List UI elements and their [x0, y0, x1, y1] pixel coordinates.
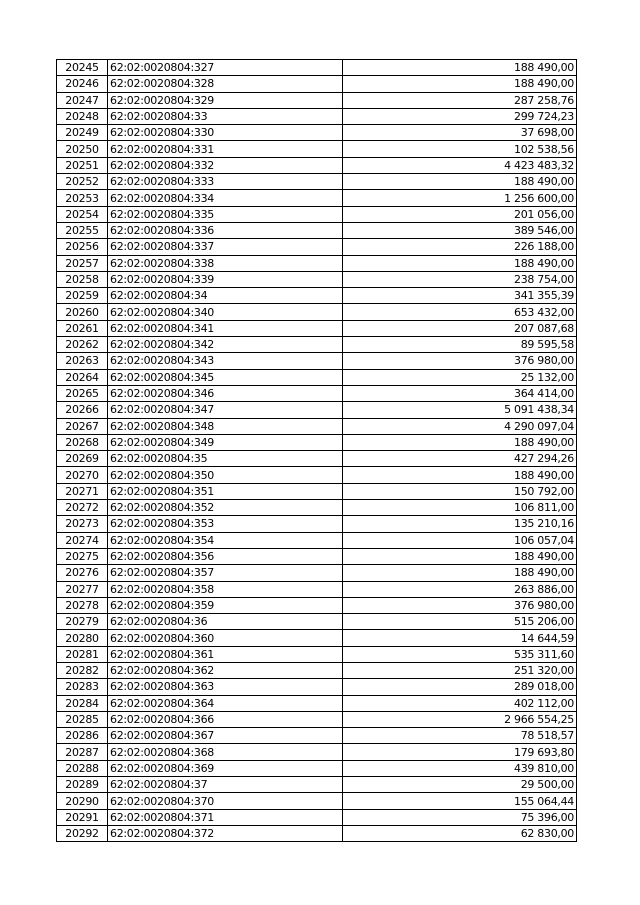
- table-row: [57, 711, 577, 727]
- table-row: [57, 222, 577, 238]
- cadastral-number-cell: 62:02:0020804:346: [108, 385, 343, 401]
- cadastral-value-cell: 376 980,00: [343, 353, 577, 369]
- cadastral-number-cell: 62:02:0020804:331: [108, 141, 343, 157]
- cadastral-number-cell: 62:02:0020804:350: [108, 467, 343, 483]
- row-number-cell: 20260: [57, 304, 108, 320]
- table-row: [57, 548, 577, 564]
- cadastral-number-cell: 62:02:0020804:349: [108, 434, 343, 450]
- row-number-cell: 20271: [57, 483, 108, 499]
- cadastral-number-cell: 62:02:0020804:367: [108, 728, 343, 744]
- row-number-cell: 20282: [57, 662, 108, 678]
- table-row: [57, 728, 577, 744]
- cadastral-number-cell: 62:02:0020804:335: [108, 206, 343, 222]
- cadastral-value-cell: 4 423 483,32: [343, 157, 577, 173]
- cadastral-value-cell: 78 518,57: [343, 728, 577, 744]
- table-row: [57, 320, 577, 336]
- table-row: [57, 157, 577, 173]
- cadastral-number-cell: 62:02:0020804:336: [108, 222, 343, 238]
- cadastral-value-cell: 263 886,00: [343, 581, 577, 597]
- cadastral-value-cell: 29 500,00: [343, 777, 577, 793]
- table-row: [57, 532, 577, 548]
- cadastral-number-cell: 62:02:0020804:348: [108, 418, 343, 434]
- row-number-cell: 20264: [57, 369, 108, 385]
- row-number-cell: 20258: [57, 271, 108, 287]
- row-number-cell: 20289: [57, 777, 108, 793]
- cadastral-number-cell: 62:02:0020804:361: [108, 646, 343, 662]
- row-number-cell: 20280: [57, 630, 108, 646]
- cadastral-value-cell: 439 810,00: [343, 760, 577, 776]
- row-number-cell: 20245: [57, 60, 108, 76]
- row-number-cell: 20272: [57, 500, 108, 516]
- cadastral-value-cell: 376 980,00: [343, 597, 577, 613]
- table-row: [57, 483, 577, 499]
- cadastral-number-cell: 62:02:0020804:334: [108, 190, 343, 206]
- table-row: [57, 744, 577, 760]
- cadastral-number-cell: 62:02:0020804:332: [108, 157, 343, 173]
- cadastral-number-cell: 62:02:0020804:330: [108, 125, 343, 141]
- cadastral-number-cell: 62:02:0020804:358: [108, 581, 343, 597]
- cadastral-number-cell: 62:02:0020804:341: [108, 320, 343, 336]
- cadastral-value-cell: 427 294,26: [343, 451, 577, 467]
- cadastral-number-cell: 62:02:0020804:370: [108, 793, 343, 809]
- cadastral-value-cell: 251 320,00: [343, 662, 577, 678]
- table-row: [57, 630, 577, 646]
- row-number-cell: 20259: [57, 288, 108, 304]
- cadastral-value-cell: 653 432,00: [343, 304, 577, 320]
- cadastral-value-table: [56, 59, 577, 842]
- cadastral-value-cell: 106 057,04: [343, 532, 577, 548]
- row-number-cell: 20283: [57, 679, 108, 695]
- cadastral-value-cell: 179 693,80: [343, 744, 577, 760]
- table-row: [57, 304, 577, 320]
- row-number-cell: 20286: [57, 728, 108, 744]
- cadastral-value-cell: 188 490,00: [343, 565, 577, 581]
- cadastral-number-cell: 62:02:0020804:36: [108, 614, 343, 630]
- cadastral-number-cell: 62:02:0020804:369: [108, 760, 343, 776]
- row-number-cell: 20288: [57, 760, 108, 776]
- cadastral-value-cell: 188 490,00: [343, 174, 577, 190]
- cadastral-value-cell: 4 290 097,04: [343, 418, 577, 434]
- cadastral-number-cell: 62:02:0020804:338: [108, 255, 343, 271]
- row-number-cell: 20275: [57, 548, 108, 564]
- row-number-cell: 20249: [57, 125, 108, 141]
- table-row: [57, 288, 577, 304]
- table-row: [57, 190, 577, 206]
- cadastral-number-cell: 62:02:0020804:340: [108, 304, 343, 320]
- cadastral-number-cell: 62:02:0020804:359: [108, 597, 343, 613]
- table-row: [57, 809, 577, 825]
- cadastral-value-cell: 188 490,00: [343, 255, 577, 271]
- table-row: [57, 271, 577, 287]
- row-number-cell: 20270: [57, 467, 108, 483]
- table-row: [57, 353, 577, 369]
- table-row: [57, 108, 577, 124]
- cadastral-number-cell: 62:02:0020804:364: [108, 695, 343, 711]
- table-row: [57, 581, 577, 597]
- cadastral-number-cell: 62:02:0020804:353: [108, 516, 343, 532]
- row-number-cell: 20274: [57, 532, 108, 548]
- table-row: [57, 369, 577, 385]
- table-row: [57, 239, 577, 255]
- table-row: [57, 565, 577, 581]
- row-number-cell: 20246: [57, 76, 108, 92]
- cadastral-number-cell: 62:02:0020804:357: [108, 565, 343, 581]
- cadastral-value-cell: 287 258,76: [343, 92, 577, 108]
- cadastral-value-cell: 188 490,00: [343, 76, 577, 92]
- table-row: [57, 206, 577, 222]
- row-number-cell: 20287: [57, 744, 108, 760]
- table-row: [57, 385, 577, 401]
- row-number-cell: 20261: [57, 320, 108, 336]
- cadastral-number-cell: 62:02:0020804:366: [108, 711, 343, 727]
- cadastral-number-cell: 62:02:0020804:371: [108, 809, 343, 825]
- cadastral-value-cell: 289 018,00: [343, 679, 577, 695]
- cadastral-value-cell: 155 064,44: [343, 793, 577, 809]
- cadastral-value-cell: 535 311,60: [343, 646, 577, 662]
- row-number-cell: 20255: [57, 222, 108, 238]
- cadastral-value-cell: 341 355,39: [343, 288, 577, 304]
- cadastral-number-cell: 62:02:0020804:333: [108, 174, 343, 190]
- table-row: [57, 793, 577, 809]
- table-row: [57, 597, 577, 613]
- row-number-cell: 20250: [57, 141, 108, 157]
- table-row: [57, 679, 577, 695]
- cadastral-number-cell: 62:02:0020804:342: [108, 337, 343, 353]
- cadastral-number-cell: 62:02:0020804:372: [108, 825, 343, 841]
- row-number-cell: 20277: [57, 581, 108, 597]
- table-row: [57, 467, 577, 483]
- row-number-cell: 20291: [57, 809, 108, 825]
- row-number-cell: 20267: [57, 418, 108, 434]
- cadastral-number-cell: 62:02:0020804:327: [108, 60, 343, 76]
- cadastral-value-cell: 299 724,23: [343, 108, 577, 124]
- table-row: [57, 434, 577, 450]
- cadastral-number-cell: 62:02:0020804:368: [108, 744, 343, 760]
- table-row: [57, 777, 577, 793]
- row-number-cell: 20262: [57, 337, 108, 353]
- table-row: [57, 451, 577, 467]
- table-row: [57, 174, 577, 190]
- row-number-cell: 20266: [57, 402, 108, 418]
- cadastral-number-cell: 62:02:0020804:354: [108, 532, 343, 548]
- cadastral-value-cell: 226 188,00: [343, 239, 577, 255]
- table-row: [57, 516, 577, 532]
- cadastral-value-cell: 389 546,00: [343, 222, 577, 238]
- row-number-cell: 20285: [57, 711, 108, 727]
- cadastral-number-cell: 62:02:0020804:362: [108, 662, 343, 678]
- cadastral-number-cell: 62:02:0020804:339: [108, 271, 343, 287]
- cadastral-number-cell: 62:02:0020804:363: [108, 679, 343, 695]
- row-number-cell: 20263: [57, 353, 108, 369]
- cadastral-value-cell: 5 091 438,34: [343, 402, 577, 418]
- cadastral-number-cell: 62:02:0020804:356: [108, 548, 343, 564]
- cadastral-value-cell: 188 490,00: [343, 467, 577, 483]
- row-number-cell: 20276: [57, 565, 108, 581]
- row-number-cell: 20269: [57, 451, 108, 467]
- cadastral-number-cell: 62:02:0020804:35: [108, 451, 343, 467]
- cadastral-value-cell: 207 087,68: [343, 320, 577, 336]
- table-row: [57, 125, 577, 141]
- row-number-cell: 20284: [57, 695, 108, 711]
- cadastral-value-cell: 188 490,00: [343, 548, 577, 564]
- row-number-cell: 20273: [57, 516, 108, 532]
- row-number-cell: 20265: [57, 385, 108, 401]
- cadastral-number-cell: 62:02:0020804:33: [108, 108, 343, 124]
- cadastral-value-cell: 188 490,00: [343, 434, 577, 450]
- row-number-cell: 20278: [57, 597, 108, 613]
- row-number-cell: 20253: [57, 190, 108, 206]
- row-number-cell: 20279: [57, 614, 108, 630]
- cadastral-value-cell: 2 966 554,25: [343, 711, 577, 727]
- cadastral-value-cell: 135 210,16: [343, 516, 577, 532]
- table-row: [57, 614, 577, 630]
- row-number-cell: 20247: [57, 92, 108, 108]
- cadastral-value-cell: 37 698,00: [343, 125, 577, 141]
- table-row: [57, 76, 577, 92]
- cadastral-value-cell: 364 414,00: [343, 385, 577, 401]
- table-row: [57, 402, 577, 418]
- cadastral-value-cell: 75 396,00: [343, 809, 577, 825]
- table-row: [57, 760, 577, 776]
- row-number-cell: 20256: [57, 239, 108, 255]
- table-row: [57, 500, 577, 516]
- table-row: [57, 255, 577, 271]
- cadastral-value-cell: 102 538,56: [343, 141, 577, 157]
- row-number-cell: 20290: [57, 793, 108, 809]
- table-row: [57, 646, 577, 662]
- row-number-cell: 20268: [57, 434, 108, 450]
- row-number-cell: 20254: [57, 206, 108, 222]
- cadastral-value-cell: 188 490,00: [343, 60, 577, 76]
- table-row: [57, 92, 577, 108]
- cadastral-number-cell: 62:02:0020804:345: [108, 369, 343, 385]
- table-row: [57, 662, 577, 678]
- cadastral-number-cell: 62:02:0020804:328: [108, 76, 343, 92]
- cadastral-value-cell: 1 256 600,00: [343, 190, 577, 206]
- row-number-cell: 20292: [57, 825, 108, 841]
- table-row: [57, 60, 577, 76]
- row-number-cell: 20281: [57, 646, 108, 662]
- cadastral-number-cell: 62:02:0020804:34: [108, 288, 343, 304]
- table-row: [57, 695, 577, 711]
- cadastral-number-cell: 62:02:0020804:347: [108, 402, 343, 418]
- table-row: [57, 141, 577, 157]
- row-number-cell: 20248: [57, 108, 108, 124]
- row-number-cell: 20257: [57, 255, 108, 271]
- cadastral-number-cell: 62:02:0020804:360: [108, 630, 343, 646]
- cadastral-value-cell: 515 206,00: [343, 614, 577, 630]
- cadastral-number-cell: 62:02:0020804:37: [108, 777, 343, 793]
- cadastral-value-cell: 89 595,58: [343, 337, 577, 353]
- cadastral-number-cell: 62:02:0020804:343: [108, 353, 343, 369]
- cadastral-value-cell: 238 754,00: [343, 271, 577, 287]
- cadastral-number-cell: 62:02:0020804:351: [108, 483, 343, 499]
- cadastral-value-cell: 62 830,00: [343, 825, 577, 841]
- cadastral-value-cell: 14 644,59: [343, 630, 577, 646]
- cadastral-value-cell: 402 112,00: [343, 695, 577, 711]
- row-number-cell: 20251: [57, 157, 108, 173]
- cadastral-number-cell: 62:02:0020804:337: [108, 239, 343, 255]
- cadastral-number-cell: 62:02:0020804:329: [108, 92, 343, 108]
- table-row: [57, 337, 577, 353]
- row-number-cell: 20252: [57, 174, 108, 190]
- cadastral-number-cell: 62:02:0020804:352: [108, 500, 343, 516]
- table-row: [57, 825, 577, 841]
- cadastral-value-cell: 106 811,00: [343, 500, 577, 516]
- cadastral-value-cell: 25 132,00: [343, 369, 577, 385]
- table-body: [57, 60, 577, 842]
- cadastral-value-cell: 201 056,00: [343, 206, 577, 222]
- table-row: [57, 418, 577, 434]
- cadastral-value-cell: 150 792,00: [343, 483, 577, 499]
